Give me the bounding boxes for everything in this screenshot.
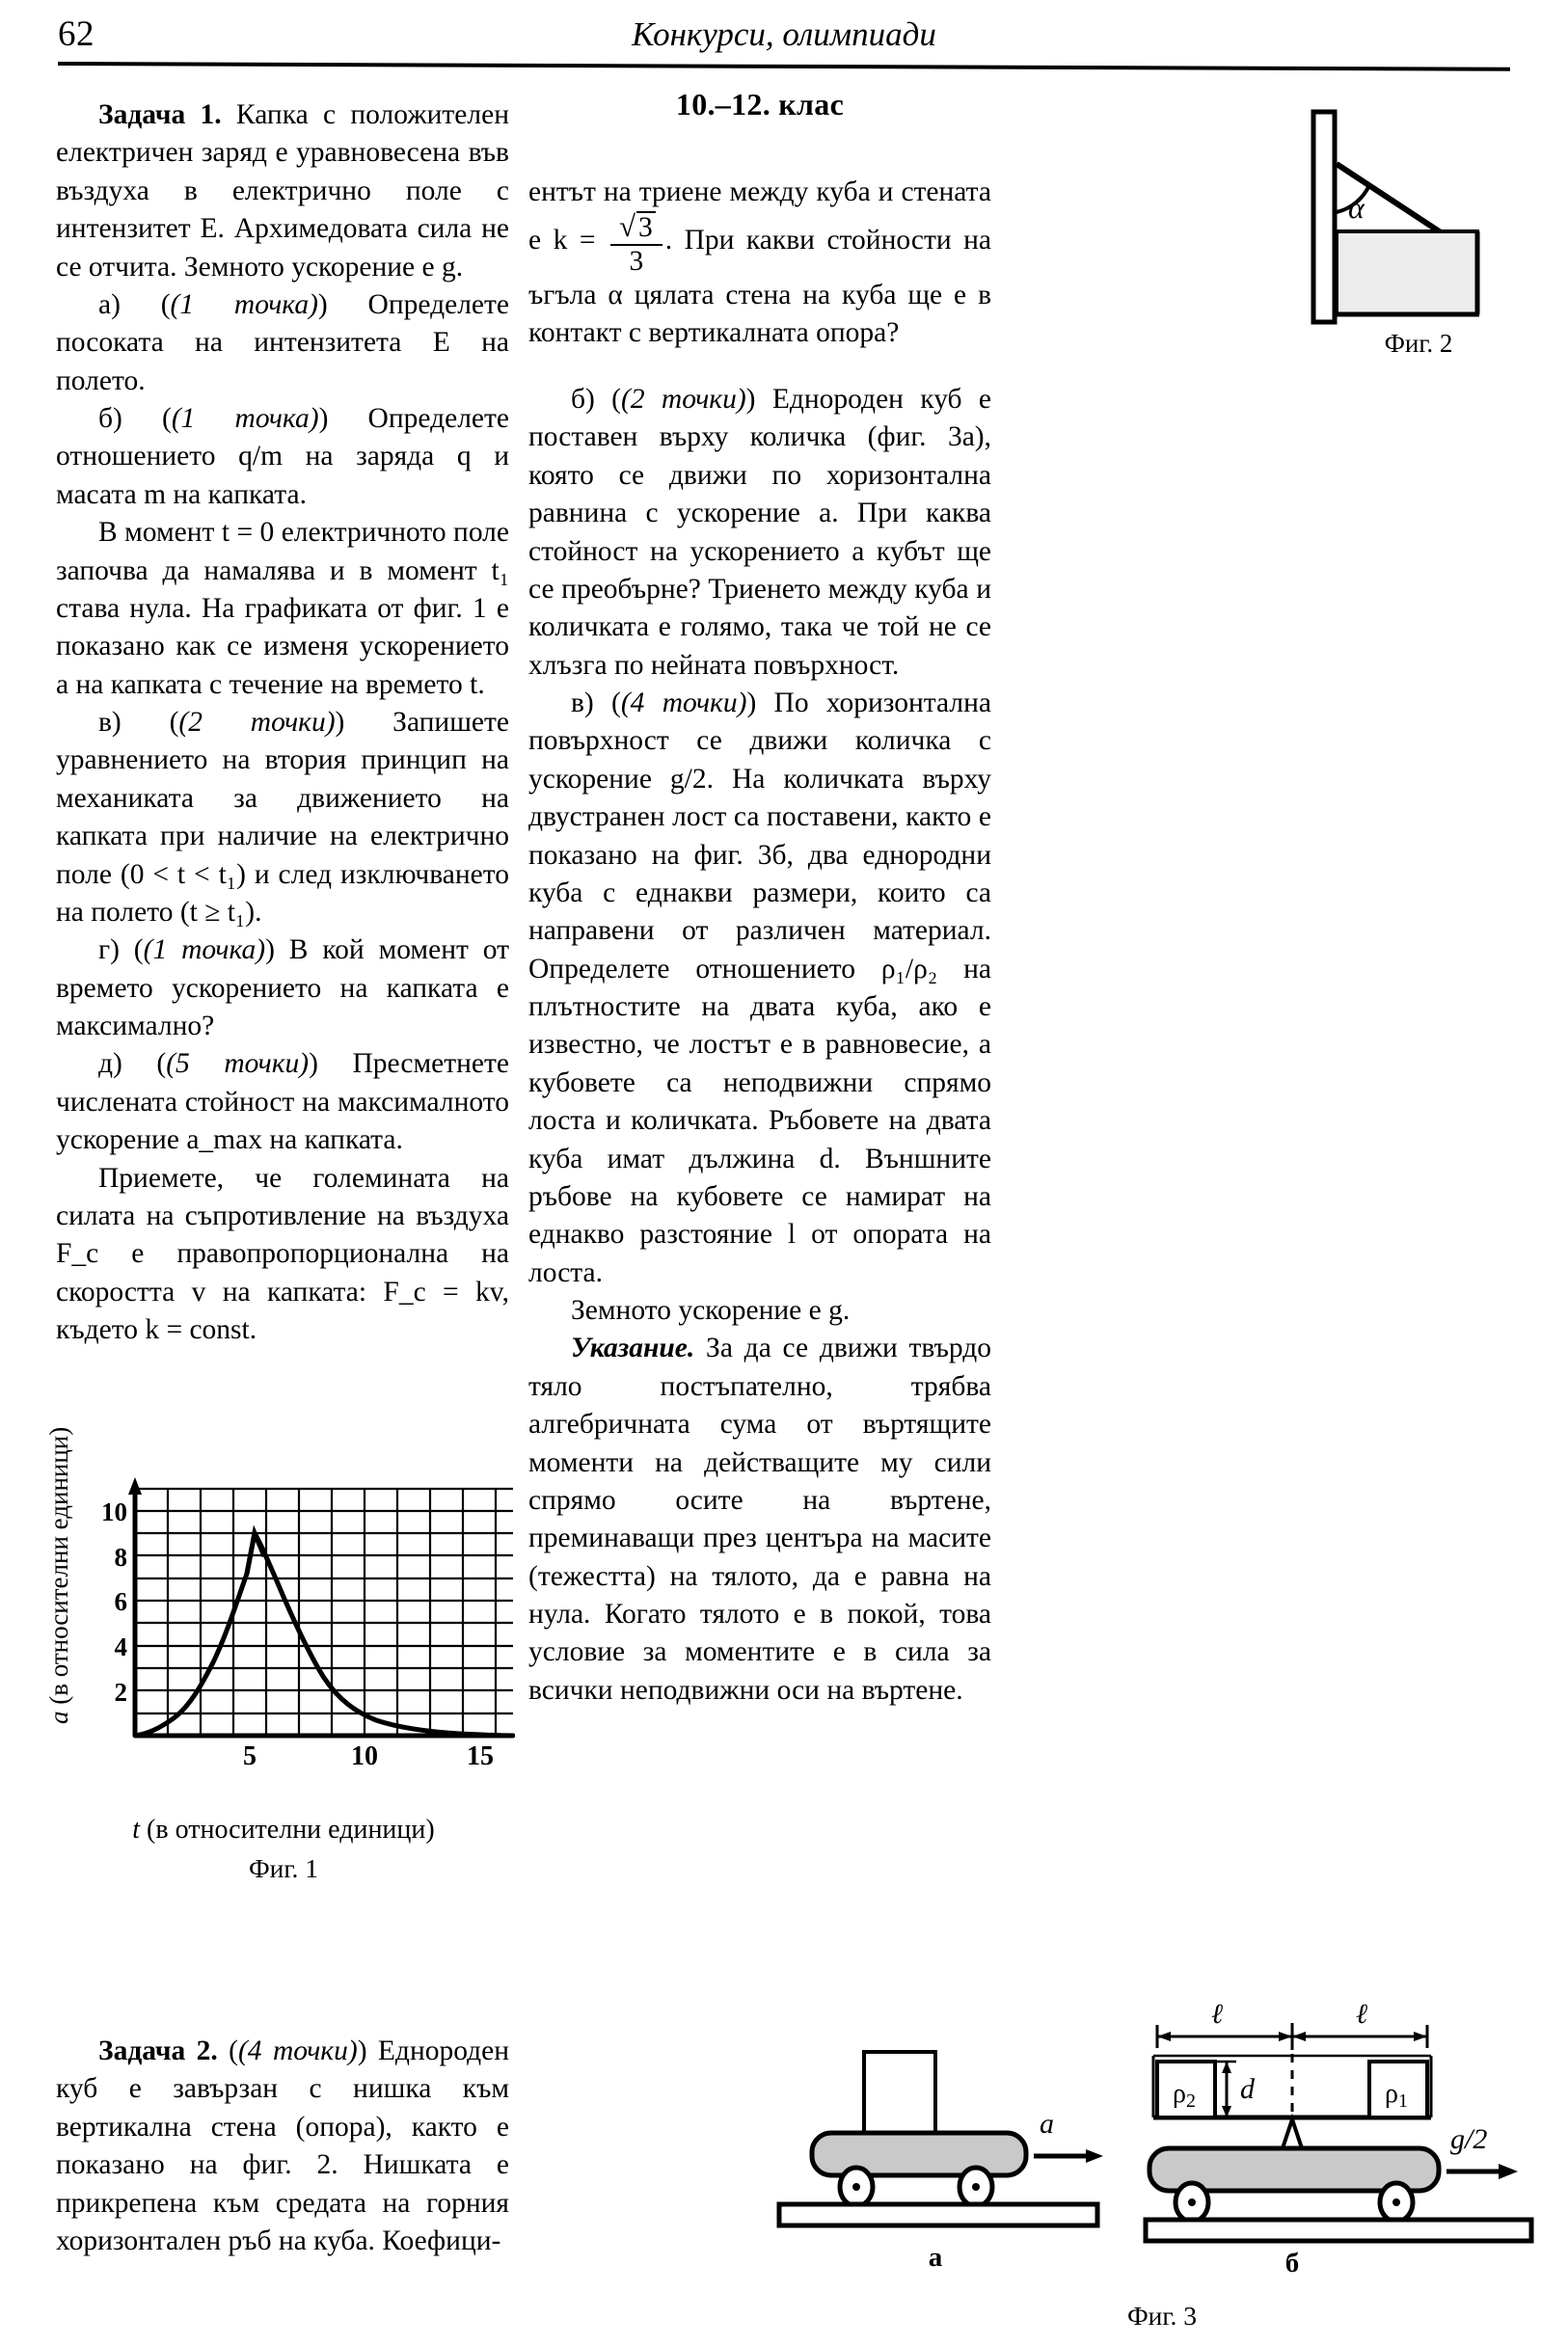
panel-a-cart-body	[812, 2133, 1026, 2175]
task2-block	[56, 2033, 509, 2260]
r-item-v-label: в)	[571, 688, 594, 719]
chart-axes	[128, 1477, 513, 1736]
y-tick-8: 8	[114, 1543, 127, 1572]
chart-y-ticklabels	[101, 1497, 127, 1707]
item-b-body: Определете отношението q/m на заряда q и масата m на капката.	[56, 403, 509, 510]
panel-b-axle-right	[1392, 2198, 1400, 2206]
friction-coef-text: ентът на триене между куба и стената е k =	[528, 175, 991, 256]
panel-b-rho2-label: ρ2	[1173, 2079, 1196, 2113]
panel-b-axle-left	[1188, 2198, 1196, 2206]
r-item-b-label: б)	[571, 384, 595, 416]
task2-item-b: б) ((2 точки)) Еднороден куб е поставен върху количка (фиг. 3а), която се движи по хоризонтална равнина с ускорение a. При каква стойност на ускорението a кубът ще се преобърне? Триенето между куба и количката е голямо, така че той не се хлъзга по нейната повърхност.	[528, 384, 991, 681]
vertical-wall	[1313, 112, 1335, 322]
item-g-body: В кой момент от времето ускорението на капката е максимално?	[56, 934, 509, 1041]
chart-x-axis-symbol: t	[132, 1815, 141, 1845]
panel-a-caption: а	[928, 2242, 943, 2273]
hint-block	[528, 1330, 991, 1710]
figure-3-panel-a	[779, 2052, 1103, 2273]
item-a-body: Определете посоката на интензитета E на полето.	[56, 288, 509, 396]
running-title: Конкурси, олимпиади	[632, 15, 936, 53]
task2-body: Еднороден куб е завързан с нишка към вертикална стена (опора), както е показано на фиг. 2. Нишката е прикрепена към средата на горния хоризонтален ръб на куба. Коефици-	[56, 2036, 510, 2256]
panel-a-cube	[864, 2052, 935, 2133]
section-title: 10.–12. клас	[675, 87, 845, 121]
chart-x-axis-label	[46, 1815, 521, 1846]
chart-y-axis-label	[44, 1426, 77, 1724]
running-head	[58, 12, 1510, 67]
task1-graph-intro: В момент t = 0 електричното поле започва да намалява и в момент t₁ става нула. На графиката от фиг. 1 е показано как се изменя ускорението a на капката с течение на времето t.	[56, 517, 509, 700]
chart-x-axis-units: (в относителни единици)	[140, 1815, 435, 1845]
angle-label: α	[1348, 190, 1365, 225]
item-b-label: б)	[98, 403, 122, 434]
item-a-label: а)	[98, 288, 121, 320]
y-tick-4: 4	[114, 1632, 127, 1661]
panel-b-d-label: d	[1240, 2073, 1255, 2105]
task1-label: Задача 1.	[98, 99, 222, 130]
figure-3-caption: Фиг. 3	[1126, 2301, 1198, 2331]
task2-points: (4 точки)	[237, 2036, 358, 2066]
sqrt-icon: √ 3	[617, 211, 656, 243]
panel-a-axle-right	[972, 2183, 980, 2191]
figure-3-svg	[771, 1994, 1553, 2283]
panel-b-length-l2: ℓ	[1355, 1999, 1368, 2030]
panel-b-ground	[1146, 2220, 1531, 2241]
radicand-value: 3	[636, 211, 656, 243]
figure-2	[1298, 104, 1539, 358]
figure-3-panel-b	[1146, 1999, 1531, 2279]
task1-item-v: в) ((2 точки)) Запишете уравнението на втория принцип на механиката за движението на капката при наличие на електрично поле (0 < t < t₁) и след изключването на полето (t ≥ t₁).	[56, 707, 510, 928]
fraction-denominator: 3	[629, 245, 644, 277]
figure-3	[771, 1994, 1553, 2332]
r-item-b-body: Еднороден куб е поставен върху количка (фиг. 3а), която се движи по хоризонтална равнина с ускорение a. При каква стойност на ускорението a кубът ще се преобърне? Триенето между куба и количката е голямо, така че той не се хлъзга по нейната повърхност.	[528, 384, 991, 681]
figure-2-caption: Фиг. 2	[1384, 329, 1453, 358]
right-continuation	[528, 174, 991, 353]
friction-coef-question: . При какви стойности на ъгъла α цялата стена на куба ще е в контакт с вертикалната опора?	[528, 224, 991, 349]
chart-y-arrow	[128, 1477, 142, 1495]
chart-x-ticklabels	[243, 1741, 494, 1766]
panel-b-rho1-label: ρ1	[1385, 2079, 1408, 2113]
chart-y-axis-symbol: a	[44, 1711, 73, 1724]
x-tick-10: 10	[351, 1741, 378, 1766]
page-number: 62	[58, 14, 95, 54]
left-column	[56, 96, 509, 1349]
item-v-points: (2 точки)	[178, 707, 336, 738]
panel-b-accel-arrowhead	[1499, 2164, 1518, 2179]
figure-1	[44, 1426, 521, 1883]
item-d-points: (5 точки)	[166, 1048, 310, 1080]
task2-item-v: в) ((4 точки)) По хоризонтална повърхност се движи количка с ускорение g/2. На количката върху двустранен лост са поставени, както е показано на фиг. 3б, два еднородни куба с еднакви размери, които са направени от различен материал. Определете отношението ρ₁/ρ₂ на плътностите на двата куба, ако е известно, че лостът е в равновесие, а кубовете са неподвижни спрямо лоста и количката. Ръбовете на двата куба имат дължина d. Външните ръбове на кубовете се намират на еднакво разстояние l от опората на лоста.	[528, 688, 991, 1288]
item-d-body: Пресметнете числената стойност на максималното ускорение a_max на капката.	[56, 1048, 509, 1156]
chart-plot-area	[100, 1477, 515, 1766]
cube-body	[1337, 231, 1477, 314]
chart-svg	[100, 1477, 515, 1766]
task1-item-d: д) ((5 точки)) Пресметнете числената стойност на максималното ускорение a_max на капката.	[56, 1048, 509, 1156]
item-g-label: г)	[98, 934, 120, 966]
task2-label: Задача 2.	[98, 2036, 218, 2066]
header-rule	[58, 62, 1510, 71]
gravity-note: Земното ускорение е g.	[571, 1295, 851, 1327]
item-v-label: в)	[98, 707, 122, 738]
figure-2-svg	[1298, 104, 1539, 331]
task1-item-a: а) ((1 точка)) Определете посоката на интензитета E на полето.	[56, 288, 509, 396]
panel-b-accel-label: g/2	[1450, 2123, 1488, 2155]
item-v-body: Запишете уравнението на втория принцип на механиката за движението на капката при наличие на електрично поле (0 < t < t₁) и след изключването на полето (t ≥ t₁).	[56, 707, 510, 928]
task2-statement: Задача 2. ((4 точки)) Еднороден куб е завързан с нишка към вертикална стена (опора), както е показано на фиг. 2. Нишката е прикрепена към средата на горния хоризонтален ръб на куба. Коефици-	[56, 2036, 510, 2256]
r-item-b-points: (2 точки)	[621, 384, 746, 416]
r-item-v-points: (4 точки)	[620, 688, 747, 719]
panel-a-ground	[779, 2204, 1097, 2225]
hint-label: Указание.	[571, 1333, 695, 1364]
item-b-points: (1 точка)	[171, 403, 319, 434]
task1-assumption: Приемете, че големината на силата на съпротивление на въздуха F_c е правопропорционална на скоростта v на капката: F_c = kv, където k = const.	[56, 1162, 509, 1345]
x-tick-5: 5	[243, 1741, 257, 1766]
chart-y-axis-units: (в относителни единици)	[44, 1426, 73, 1712]
panel-b-length-l1: ℓ	[1210, 1999, 1224, 2030]
task1-statement	[56, 96, 509, 286]
fraction-numerator	[610, 208, 662, 246]
r-item-v-body: По хоризонтална повърхност се движи количка с ускорение g/2. На количката върху двустранен лост са поставени, както е показано на фиг. 3б, два еднородни куба с еднакви размери, които са направени от различен материал. Определете отношението ρ₁/ρ₂ на плътностите на двата куба, ако е известно, че лостът е в равновесие, а кубовете са неподвижни спрямо лоста и количката. Ръбовете на двата куба имат дължина d. Външните ръбове на кубовете се намират на еднакво разстояние l от опората на лоста.	[528, 688, 991, 1288]
panel-a-accel-arrowhead	[1086, 2149, 1103, 2163]
chart-data-curve	[135, 1533, 513, 1736]
chart-peak-apex	[247, 1533, 264, 1574]
task1-item-b: б) ((1 точка)) Определете отношението q/m на заряда q и масата m на капката.	[56, 403, 509, 510]
right-column	[528, 145, 991, 1710]
task1-item-g: г) ((1 точка)) В кой момент от времето ускорението на капката е максимално?	[56, 934, 509, 1041]
y-tick-6: 6	[114, 1587, 127, 1616]
item-d-label: д)	[98, 1048, 122, 1080]
panel-a-accel-label: a	[1040, 2108, 1054, 2140]
hint-body: За да се движи твърдо тяло постъпателно, трябва алгебричната сума от въртящите моменти на действащите му сили спрямо осите на въртене, преминаващи през центъра на масите (тежестта) на тялото, да е равна на нула. Когато тялото е в покой, това условие за моментите е в сила за всички неподвижни оси на въртене.	[528, 1333, 991, 1706]
item-g-points: (1 точка)	[143, 934, 266, 966]
y-tick-2: 2	[114, 1678, 127, 1707]
panel-b-caption: б	[1284, 2248, 1300, 2279]
task1-body: Капка с положителен електричен заряд е уравновесена във въздуха в електрично поле с интензитет E. Архимедовата сила не се отчита. Земното ускорение е g.	[56, 99, 509, 283]
panel-a-axle-left	[852, 2183, 860, 2191]
figure-1-caption: Фиг. 1	[248, 1853, 319, 1883]
item-a-points: (1 точка)	[170, 288, 318, 320]
x-tick-15: 15	[467, 1741, 494, 1766]
sqrt3-over-3-fraction	[610, 208, 662, 277]
y-tick-10: 10	[101, 1497, 127, 1526]
